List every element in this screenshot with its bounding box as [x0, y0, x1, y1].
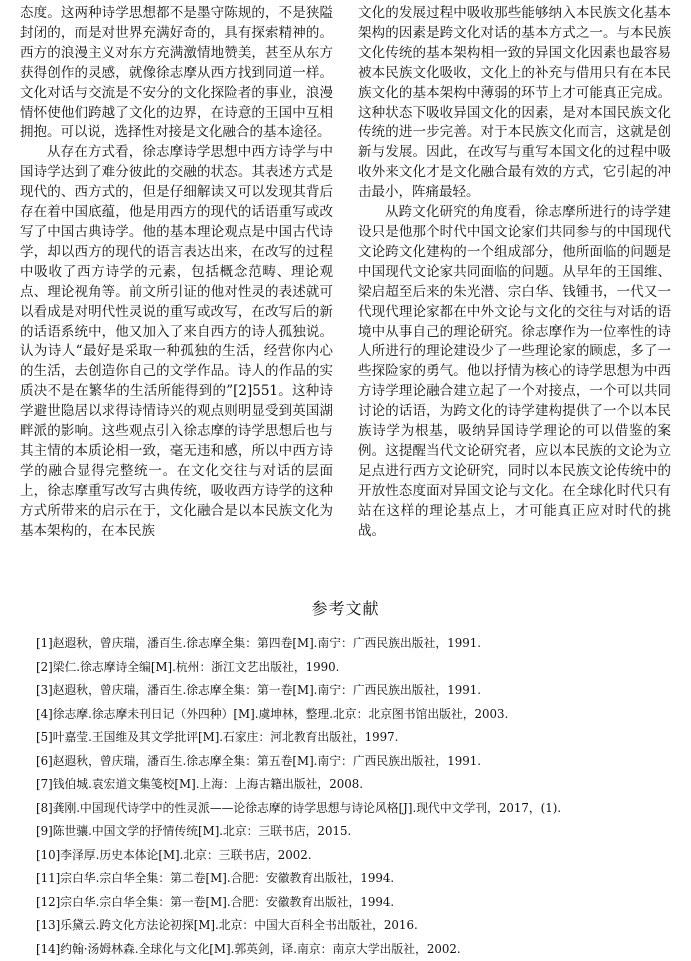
reference-item: [10]李泽厚.历史本体论[M].北京：三联书店，2002. [36, 844, 676, 868]
reference-item: [7]钱伯城.袁宏道文集笺校[M].上海：上海古籍出版社，2008. [36, 773, 676, 797]
right-column [358, 4, 671, 584]
reference-item: [3]赵遐秋，曾庆瑞，潘百生.徐志摩全集：第一卷[M].南宁：广西民族出版社，1991. [36, 679, 676, 703]
reference-item: [4]徐志摩.徐志摩未刊日记（外四种）[M].虞坤林，整理.北京：北京图书馆出版社，2003. [36, 703, 676, 727]
reference-item: [2]梁仁.徐志摩诗全编[M].杭州：浙江文艺出版社，1990. [36, 656, 676, 680]
reference-item: [8]龚刚.中国现代诗学中的性灵派——论徐志摩的诗学思想与诗论风格[J].现代中文学刊，2017，(1). [36, 797, 676, 821]
paragraph: 态度。这两种诗学思想都不是墨守陈规的，不是狭隘封闭的，而是对世界充满好奇的，具有探索精神的。西方的浪漫主义对东方充满激情地赞美，甚至从东方获得创作的灵感，就像徐志摩从西方找到同道一样。文化对话与交流是不安分的文化探险者的事业，浪漫情怀使他们跨越了文化的边界，在诗意的王国中互相拥抱。可以说，选择性对接是文化融合的基本途径。 [20, 4, 333, 143]
paragraph: 从跨文化研究的角度看，徐志摩所进行的诗学建设只是他那个时代中国文论家们共同参与的中国现代文论跨文化建构的一个组成部分，他所面临的问题是中国现代文论家共同面临的问题。从早年的王国维、梁启超至后来的朱光潜、宗白华、钱锺书，一代又一代现代理论家都在中外文论与文化的交往与对话的语境中从事自己的理论研究。徐志摩作为一位率性的诗人所进行的理论建设少了一些理论家的顾虑，多了一些探险家的勇气。他以抒情为核心的诗学思想为中西方诗学理论融合建立起了一个对接点，一个可以共同讨论的话语，为跨文化的诗学建构提供了一个以本民族诗学为根基，吸纳异国诗学理论的可以借鉴的案例。这提醒当代文论研究者，应以本民族的文论为立足点进行西方文论研究，同时以本民族文论传统中的开放性态度面对异国文论与文化。在全球化时代只有站在这样的理论基点上，才可能真正应对时代的挑战。 [358, 203, 671, 541]
reference-item: [13]乐黛云.跨文化方法论初探[M].北京：中国大百科全书出版社，2016. [36, 914, 676, 938]
reference-item: [12]宗白华.宗白华全集：第一卷[M].合肥：安徽教育出版社，1994. [36, 891, 676, 915]
reference-item: [14]约翰·汤姆林森.全球化与文化[M].郭英剑，译.南京：南京大学出版社，2002. [36, 938, 676, 961]
left-column [20, 4, 333, 584]
references-title: 参考文献 [0, 596, 691, 619]
reference-list [36, 632, 676, 961]
reference-item: [1]赵遐秋，曾庆瑞，潘百生.徐志摩全集：第四卷[M].南宁：广西民族出版社，1991. [36, 632, 676, 656]
reference-item: [6]赵遐秋，曾庆瑞，潘百生.徐志摩全集：第五卷[M].南宁：广西民族出版社，1991. [36, 750, 676, 774]
reference-item: [5]叶嘉莹.王国维及其文学批评[M].石家庄：河北教育出版社，1997. [36, 726, 676, 750]
reference-item: [11]宗白华.宗白华全集：第二卷[M].合肥：安徽教育出版社，1994. [36, 867, 676, 891]
paragraph: 从存在方式看，徐志摩诗学思想中西方诗学与中国诗学达到了难分彼此的交融的状态。其表述方式是现代的、西方式的，但是仔细解读又可以发现其背后存在着中国底蕴，他是用西方的现代的话语重写或改写了中国古典诗学。他的基本理论观点是中国古代诗学，却以西方的现代的语言表达出来，在改写的过程中吸收了西方诗学的元素，包括概念范畴、理论观点、理论视角等。前文所引证的他对性灵的表述就可以看成是对明代性灵说的重写或改写，在改写后的新的话语系统中，他又加入了来自西方的诗人孤独说。认为诗人“最好是采取一种孤独的生活，经营你内心的生活，去创造你自己的文学作品。诗人的作品的实质决不是在繁华的生活所能得到的”[2]551。这种诗学避世隐居以求得诗情诗兴的观点则明显受到英国湖畔派的影响。这些观点引入徐志摩的诗学思想后也与其主情的本质论相一致，毫无违和感，所以中西方诗学的融合显得完整统一。在文化交往与对话的层面上，徐志摩重写改写古典传统，吸收西方诗学的这种方式所带来的启示在于，文化融合是以本民族文化为基本架构的，在本民族 [20, 143, 333, 541]
paragraph: 文化的发展过程中吸收那些能够纳入本民族文化基本架构的因素是跨文化对话的基本方式之一。与本民族文化传统的基本架构相一致的异国文化因素也最容易被本民族文化吸收，文化上的补充与借用只有在本民族文化的基本架构中薄弱的环节上才可能真正完成。这种状态下吸收异国文化的因素，是对本国民族文化传统的进一步完善。对于本民族文化而言，这就是创新与发展。因此，在改写与重写本国文化的过程中吸收外来文化才是文化融合最有效的方式，它引起的冲击最小，阵痛最轻。 [358, 4, 671, 203]
body-text [20, 4, 671, 584]
reference-item: [9]陈世骧.中国文学的抒情传统[M].北京：三联书店，2015. [36, 820, 676, 844]
